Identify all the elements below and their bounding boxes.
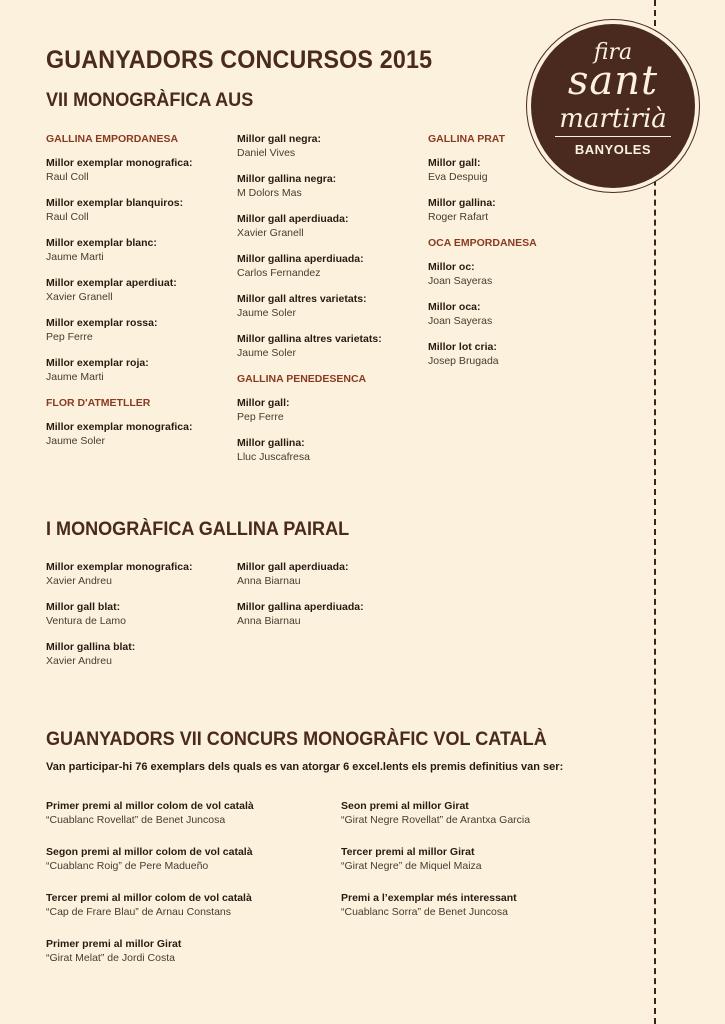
award-entry bbox=[341, 891, 631, 919]
award-entry bbox=[341, 799, 631, 827]
award-label: Millor gallina: bbox=[237, 437, 305, 449]
award-entry bbox=[46, 356, 231, 384]
award-entry bbox=[428, 300, 613, 328]
award-label: Tercer premi al millor colom de vol català bbox=[46, 892, 252, 904]
winner-name: Xavier Granell bbox=[237, 227, 304, 239]
award-entry bbox=[46, 640, 231, 668]
logo-line-4: BANYOLES bbox=[574, 142, 652, 157]
award-entry bbox=[46, 560, 231, 588]
award-label: Millor gallina: bbox=[428, 197, 496, 209]
award-label: Millor gall negra: bbox=[237, 133, 322, 145]
award-entry bbox=[237, 560, 422, 588]
winner-name: Joan Sayeras bbox=[428, 275, 493, 287]
logo-line-1: fira bbox=[593, 40, 633, 65]
winner-name: Jaume Marti bbox=[46, 251, 104, 263]
award-label: Millor exemplar monografica: bbox=[46, 561, 193, 573]
award-entry bbox=[428, 260, 613, 288]
award-label: Seon premi al millor Girat bbox=[341, 800, 469, 812]
award-entry bbox=[428, 340, 613, 368]
award-entry bbox=[46, 196, 231, 224]
award-label: Primer premi al millor colom de vol català bbox=[46, 800, 254, 812]
award-entry bbox=[237, 292, 422, 320]
category-heading: OCA EMPORDANESA bbox=[428, 237, 537, 249]
award-label: Millor exemplar rossa: bbox=[46, 317, 158, 329]
section1-column-3 bbox=[428, 132, 613, 380]
award-entry bbox=[237, 396, 422, 424]
award-entry bbox=[237, 600, 422, 628]
winner-name: Anna Biarnau bbox=[237, 575, 301, 587]
category-heading: GALLINA PENEDESENCA bbox=[237, 373, 367, 385]
winner-name: Pep Ferre bbox=[237, 411, 284, 423]
winner-name: Ventura de Lamo bbox=[46, 615, 126, 627]
section3-column-1 bbox=[46, 799, 336, 983]
winner-name: Josep Brugada bbox=[428, 355, 499, 367]
award-entry bbox=[46, 845, 336, 873]
winner-name: Raul Coll bbox=[46, 211, 89, 223]
award-entry bbox=[46, 937, 336, 965]
award-label: Tercer premi al millor Girat bbox=[341, 846, 475, 858]
logo-line-3: martirià bbox=[559, 104, 667, 134]
award-entry bbox=[46, 891, 336, 919]
award-entry bbox=[237, 436, 422, 464]
winner-name: Jaume Marti bbox=[46, 371, 104, 383]
category-heading: FLOR D'ATMETLLER bbox=[46, 397, 151, 409]
category-heading: GALLINA EMPORDANESA bbox=[46, 133, 179, 145]
award-label: Millor lot cria: bbox=[428, 341, 497, 353]
award-label: Millor exemplar monografica: bbox=[46, 421, 193, 433]
award-label: Millor gallina altres varietats: bbox=[237, 333, 382, 345]
winner-name: Roger Rafart bbox=[428, 211, 489, 223]
winner-name: “Girat Melat” de Jordi Costa bbox=[46, 952, 175, 964]
section1-column-1 bbox=[46, 132, 231, 460]
section-title-vol-catala: GUANYADORS VII CONCURS MONOGRÀFIC VOL CATALÀ bbox=[46, 729, 547, 750]
winner-name: Jaume Soler bbox=[237, 347, 296, 359]
award-entry bbox=[46, 276, 231, 304]
award-label: Millor gallina aperdiuada: bbox=[237, 601, 364, 613]
section3-column-2 bbox=[341, 799, 631, 937]
award-entry bbox=[237, 132, 422, 160]
award-label: Millor gallina blat: bbox=[46, 641, 136, 653]
winner-name: Carlos Fernandez bbox=[237, 267, 321, 279]
winner-name: “Girat Negre” de Miquel Maiza bbox=[341, 860, 482, 872]
award-entry bbox=[237, 252, 422, 280]
winner-name: Xavier Andreu bbox=[46, 575, 112, 587]
winner-name: “Girat Negre Rovellat” de Arantxa Garcia bbox=[341, 814, 531, 826]
award-label: Millor exemplar aperdiuat: bbox=[46, 277, 177, 289]
logo-line-2: sant bbox=[567, 58, 659, 104]
award-label: Primer premi al millor Girat bbox=[46, 938, 182, 950]
winner-name: “Cap de Frare Blau” de Arnau Constans bbox=[46, 906, 232, 918]
award-label: Millor gall: bbox=[237, 397, 290, 409]
section-title-monografica-aus: VII MONOGRÀFICA AUS bbox=[46, 90, 254, 111]
award-entry bbox=[237, 212, 422, 240]
winner-name: Raul Coll bbox=[46, 171, 89, 183]
award-label: Millor exemplar blanc: bbox=[46, 237, 157, 249]
winner-name: Daniel Vives bbox=[237, 147, 296, 159]
section1-column-2 bbox=[237, 132, 422, 476]
award-entry bbox=[46, 236, 231, 264]
winner-name: Xavier Granell bbox=[46, 291, 113, 303]
award-entry bbox=[237, 332, 422, 360]
award-label: Segon premi al millor colom de vol català bbox=[46, 846, 253, 858]
winner-name: Joan Sayeras bbox=[428, 315, 493, 327]
winner-name: Anna Biarnau bbox=[237, 615, 301, 627]
winner-name: M Dolors Mas bbox=[237, 187, 302, 199]
award-label: Millor gall aperdiuada: bbox=[237, 561, 349, 573]
award-label: Millor gall: bbox=[428, 157, 481, 169]
award-label: Millor exemplar monografica: bbox=[46, 157, 193, 169]
award-label: Premi a l’exemplar més interessant bbox=[341, 892, 517, 904]
award-entry bbox=[46, 156, 231, 184]
section2-column-2 bbox=[237, 560, 422, 640]
section-title-gallina-pairal: I MONOGRÀFICA GALLINA PAIRAL bbox=[46, 519, 350, 540]
winner-name: Eva Despuig bbox=[428, 171, 488, 183]
award-entry bbox=[46, 600, 231, 628]
award-label: Millor gall blat: bbox=[46, 601, 121, 613]
award-label: Millor gallina aperdiuada: bbox=[237, 253, 364, 265]
award-entry bbox=[428, 156, 613, 184]
winner-name: Jaume Soler bbox=[46, 435, 105, 447]
award-entry bbox=[46, 316, 231, 344]
award-label: Millor gall altres varietats: bbox=[237, 293, 367, 305]
award-label: Millor oc: bbox=[428, 261, 475, 273]
page-title: GUANYADORS CONCURSOS 2015 bbox=[46, 46, 433, 74]
winner-name: Xavier Andreu bbox=[46, 655, 112, 667]
award-entry bbox=[46, 420, 231, 448]
award-label: Millor exemplar blanquiros: bbox=[46, 197, 184, 209]
section3-intro: Van participar-hi 76 exemplars dels quals es van atorgar 6 excel.lents els premis definitius van ser: bbox=[46, 761, 564, 773]
award-entry bbox=[46, 799, 336, 827]
winner-name: “Cuablanc Rovellat” de Benet Juncosa bbox=[46, 814, 226, 826]
winner-name: Lluc Juscafresa bbox=[237, 451, 310, 463]
award-entry bbox=[341, 845, 631, 873]
section2-column-1 bbox=[46, 560, 231, 680]
winner-name: “Cuablanc Sorra” de Benet Juncosa bbox=[341, 906, 508, 918]
winner-name: “Cuablanc Roig” de Pere Madueño bbox=[46, 860, 209, 872]
winner-name: Jaume Soler bbox=[237, 307, 296, 319]
award-label: Millor gall aperdiuada: bbox=[237, 213, 349, 225]
award-label: Millor oca: bbox=[428, 301, 481, 313]
award-entry bbox=[428, 196, 613, 224]
award-entry bbox=[237, 172, 422, 200]
category-heading: GALLINA PRAT bbox=[428, 133, 505, 145]
award-label: Millor exemplar roja: bbox=[46, 357, 149, 369]
winner-name: Pep Ferre bbox=[46, 331, 93, 343]
award-label: Millor gallina negra: bbox=[237, 173, 337, 185]
